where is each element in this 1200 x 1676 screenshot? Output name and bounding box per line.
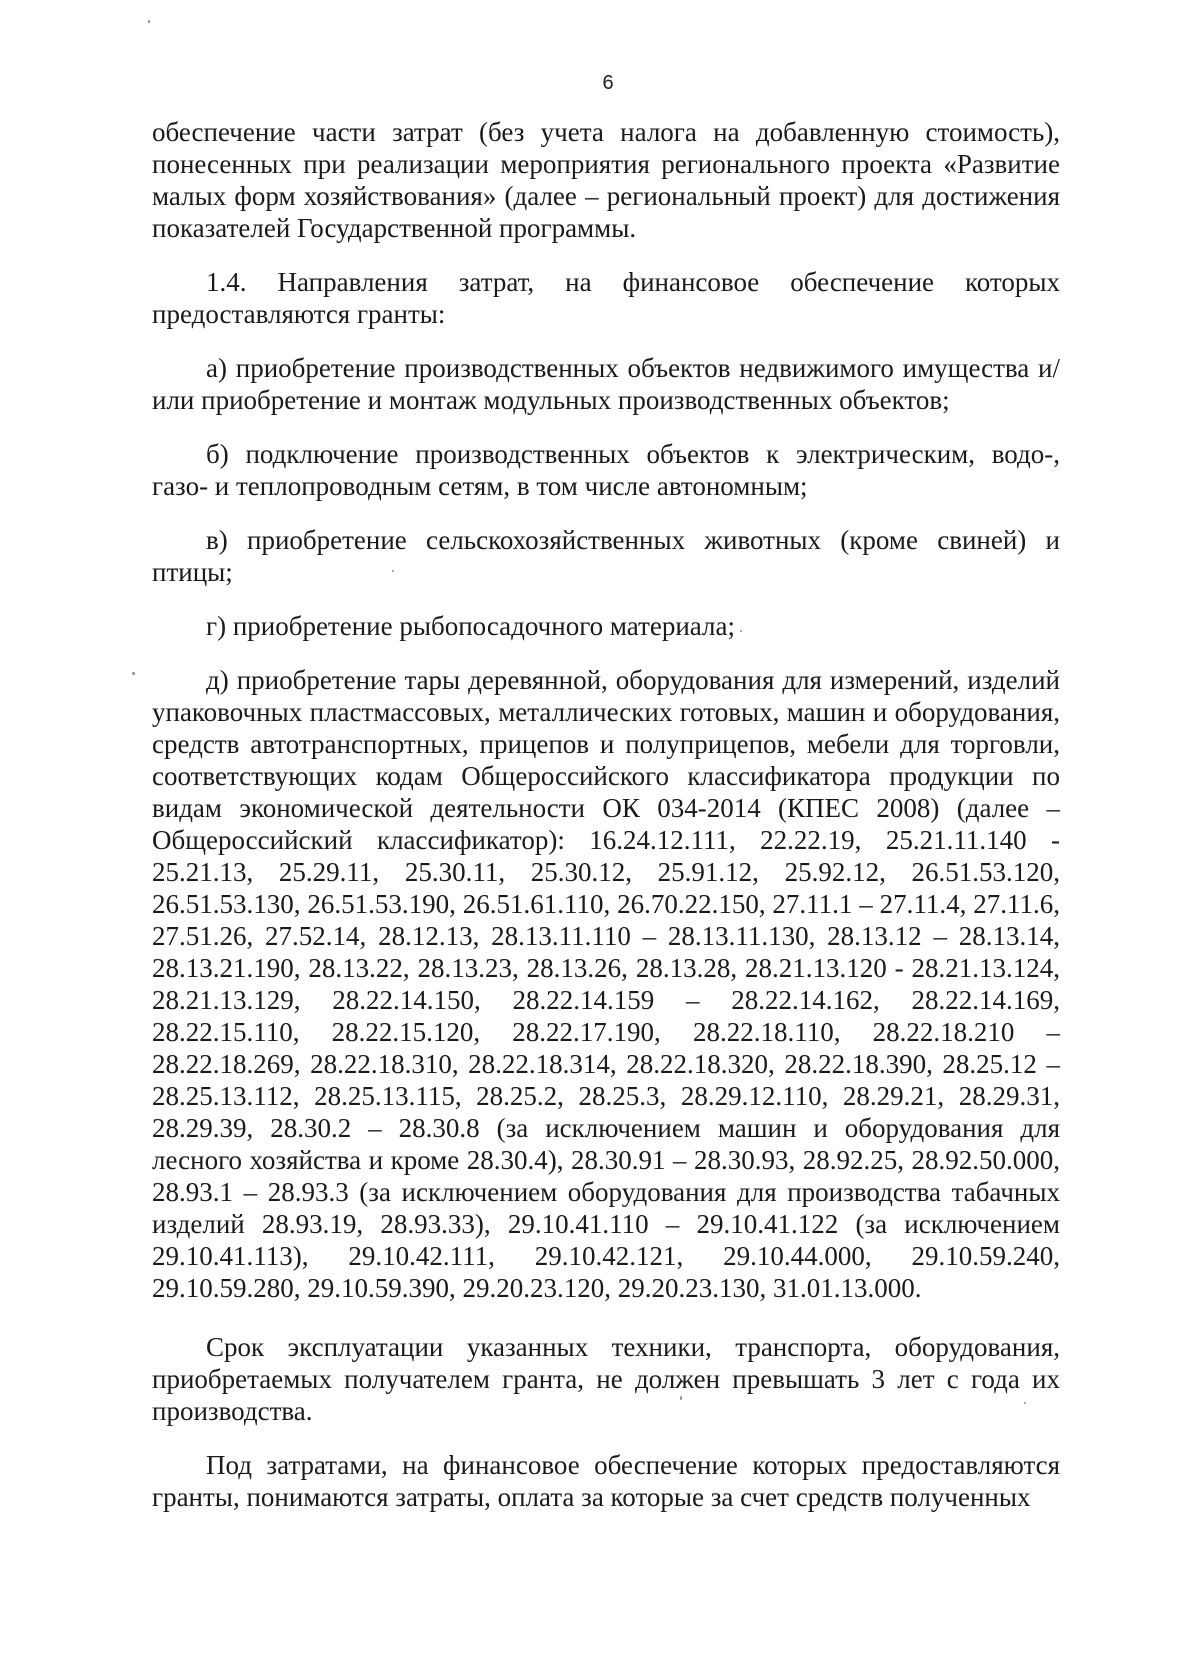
list-item-g: г) приобретение рыбопосадочного материала; <box>206 611 735 641</box>
paragraph-costs-definition: Под затратами, на финансовое обеспечение которых предоставляются гранты, понимаются затраты, оплата за которые за счет средств полученных <box>152 1450 1060 1512</box>
list-item-v: в) приобретение сельскохозяйственных животных (кроме свиней) и птицы; <box>152 525 1060 587</box>
paragraph-section-1-4: 1.4. Направления затрат, на финансовое обеспечение которых предоставляются гранты: <box>152 267 1060 329</box>
paragraph-service-life: Срок эксплуатации указанных техники, транспорта, оборудования, приобретаемых получателем гранта, не должен превышать 3 лет с года их производства. <box>152 1332 1060 1426</box>
scan-speck <box>1024 1402 1026 1404</box>
paragraph-continuation: обеспечение части затрат (без учета налога на добавленную стоимость), понесенных при реализации мероприятия регионального проекта «Развитие малых форм хозяйствования» (далее – региональный проект) для достижения показателей Государственной программы. <box>152 117 1060 243</box>
list-item-b: б) подключение производственных объектов к электрическим, водо-, газо- и теплопроводным сетям, в том числе автономным; <box>152 439 1060 501</box>
page-number: 6 <box>602 72 614 94</box>
scan-speck <box>132 672 135 675</box>
document-body <box>152 116 1060 1535</box>
scan-speck <box>680 1396 682 1400</box>
scan-speck <box>740 630 742 632</box>
list-item-d: д) приобретение тары деревянной, оборудования для измерений, изделий упаковочных пластмассовых, металлических готовых, машин и оборудования, средств автотранспортных, прицепов и полуприцепов, мебели для торговли, соответствующих кодам Общероссийского классификатора продукции по видам экономической деятельности ОК 034-2014 (КПЕС 2008) (далее – Общероссийский классификатор): 16.24.12.111, 22.22.19, 25.21.11.140 - 25.21.13, 25.29.11, 25.30.11, 25.30.12, 25.91.12, 25.92.12, 26.51.53.120, 26.51.53.130, 26.51.53.190, 26.51.61.110, 26.70.22.150, 27.11.1 – 27.11.4, 27.11.6, 27.51.26, 27.52.14, 28.12.13, 28.13.11.110 – 28.13.11.130, 28.13.12 – 28.13.14, 28.13.21.190, 28.13.22, 28.13.23, 28.13.26, 28.13.28, 28.21.13.120 - 28.21.13.124, 28.21.13.129, 28.22.14.150, 28.22.14.159 – 28.22.14.162, 28.22.14.169, 28.22.15.110, 28.22.15.120, 28.22.17.190, 28.22.18.110, 28.22.18.210 – 28.22.18.269, 28.22.18.310, 28.22.18.314, 28.22.18.320, 28.22.18.390, 28.25.12 – 28.25.13.112, 28.25.13.115, 28.25.2, 28.25.3, 28.29.12.110, 28.29.21, 28.29.31, 28.29.39, 28.30.2 – 28.30.8 (за исключением машин и оборудования для лесного хозяйства и кроме 28.30.4), 28.30.91 – 28.30.93, 28.92.25, 28.92.50.000, 28.93.1 – 28.93.3 (за исключением оборудования для производства табачных изделий 28.93.19, 28.93.33), 29.10.41.110 – 29.10.41.122 (за исключением 29.10.41.113), 29.10.42.111, 29.10.42.121, 29.10.44.000, 29.10.59.240, 29.10.59.280, 29.10.59.390, 29.20.23.120, 29.20.23.130, 31.01.13.000. <box>152 665 1060 1303</box>
list-item-a: а) приобретение производственных объектов недвижимого имущества и/или приобретение и монтаж модульных производственных объектов; <box>152 353 1060 415</box>
scan-speck <box>148 20 150 23</box>
scan-speck <box>392 570 394 572</box>
